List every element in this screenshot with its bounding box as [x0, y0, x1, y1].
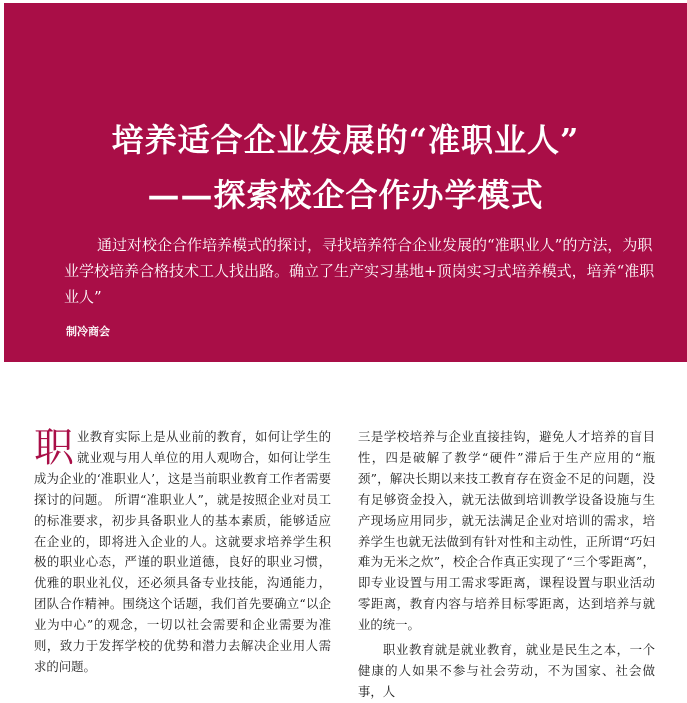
dropcap: 职: [34, 425, 74, 471]
body-paragraph: 三是学校培养与企业直接挂钩，避免人才培养的盲目性，四是破解了教学“硬件”滞后于生产应用的“瓶颈”，解决长期以来技工教育存在资金不足的问题，没有足够资金投入，就无法做到培训教学设备设施与生产现场应用同步，就无法满足企业对培训的需求，培养学生也就无法做到有针对性和主动性，正所谓“巧妇难为无米之炊”，校企合作真正实现了“三个零距离”，即专业设置与用工需求零距离，课程设置与职业活动零距离，教育内容与培养目标零距离，达到培养与就业的统一。: [358, 429, 655, 633]
body-paragraph: 职业教育就是就业教育，就业是民生之本，一个健康的人如果不参与社会劳动，不为国家、社会做事，人: [358, 642, 655, 699]
article-author: 制冷商会: [66, 325, 110, 338]
article-subtitle: ——探索校企合作办学模式: [147, 176, 544, 214]
body-column-right: [358, 427, 655, 703]
article-abstract: 通过对校企合作培养模式的探讨，寻找培养符合企业发展的“准职业人”的方法，为职业学校培养合格技术工人找出路。确立了生产实习基地+顶岗实习式培养模式，培养“准职业人”: [64, 236, 655, 306]
body-column-left: [34, 427, 331, 678]
body-paragraph: 业教育实际上是从业前的教育，如何让学生的就业观与用人单位的用人观吻合，如何让学生成为企业的‘准职业人’，这是当前职业教育工作者需要探讨的问题。 所谓“准职业人”，就是按照企业对员工的标准要求，初步具备职业人的基本素质，能够适应在企业的，即将进入企业的人。这就要求培养学生积极的职业心态，严谨的职业道德，良好的职业习惯，优雅的职业礼仪，还必须具备专业技能，沟通能力，团队合作精神。围绕这个话题，我们首先要确立“以企业为中心”的观念，一切以社会需要和企业需要为准则，致力于发挥学校的优势和潜力去解决企业用人需求的问题。: [34, 429, 331, 674]
header-banner: [4, 3, 687, 362]
article-title: 培养适合企业发展的“准职业人”: [111, 121, 580, 159]
